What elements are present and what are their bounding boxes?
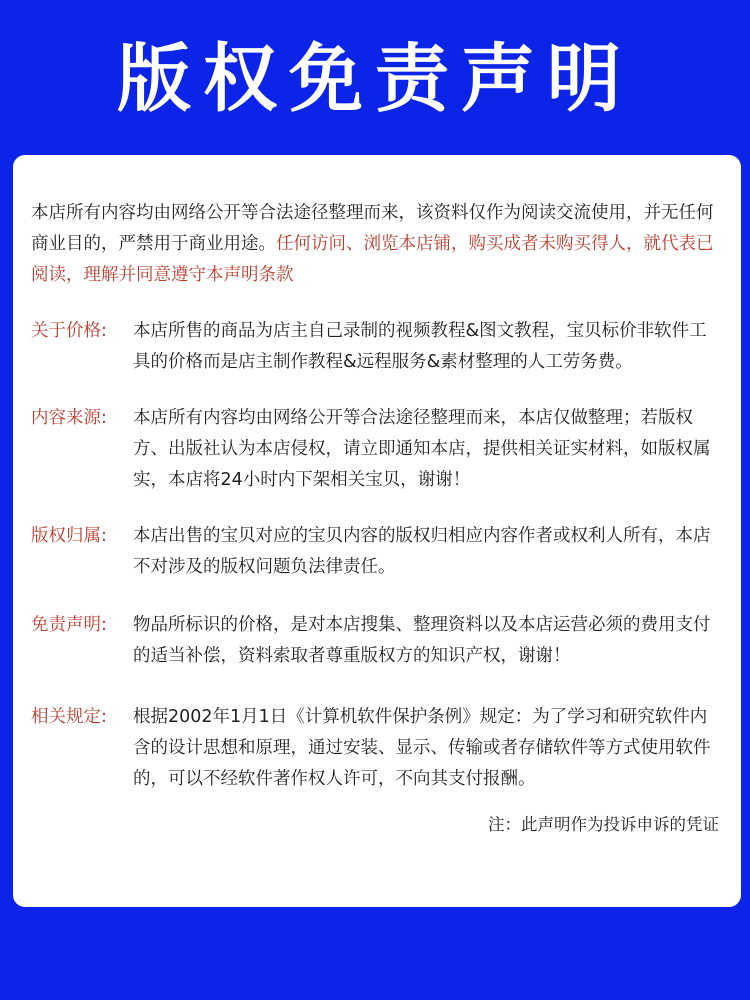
footnote: 注：此声明作为投诉申诉的凭证 bbox=[488, 815, 719, 834]
section-label: 内容来源: bbox=[31, 408, 107, 428]
intro-paragraph bbox=[31, 198, 721, 291]
section-label: 相关规定: bbox=[31, 707, 107, 727]
intro-text: 本店所有内容均由网络公开等合法途径整理而来，该资料仅作为阅读交流使用，并无任何商业目的，严禁用于商业用途。 bbox=[31, 203, 714, 254]
page-title: 版权免责声明 bbox=[117, 36, 633, 122]
intro-highlight-text: 任何访问、浏览本店铺，购买成者未购买得人，就代表已阅读，理解并同意遵守本声明条款 bbox=[31, 234, 714, 285]
section-label: 免责声明: bbox=[31, 615, 107, 635]
section-text: 本店所有内容均由网络公开等合法途径整理而来，本店仅做整理；若版权方、出版社认为本店侵权，请立即通知本店，提供相关证实材料，如版权属实，本店将24小时内下架相关宝贝，谢谢！ bbox=[133, 408, 711, 490]
section-text: 根据2002年1月1日《计算机软件保护条例》规定：为了学习和研究软件内含的设计思想和原理，通过安装、显示、传输或者存储软件等方式使用软件的，可以不经软件著作权人许可，不向其支付报酬。 bbox=[133, 707, 711, 789]
section-text: 本店所售的商品为店主自己录制的视频教程&图文教程，宝贝标价非软件工具的价格而是店主制作教程&远程服务&素材整理的人工劳务费。 bbox=[133, 321, 707, 372]
section-text: 本店出售的宝贝对应的宝贝内容的版权归相应内容作者或权利人所有，本店不对涉及的版权问题负法律责任。 bbox=[133, 526, 711, 577]
section-label: 关于价格: bbox=[31, 321, 107, 341]
section-label: 版权归属: bbox=[31, 526, 107, 546]
disclaimer-card bbox=[13, 155, 741, 907]
section-text: 物品所标识的价格，是对本店搜集、整理资料以及本店运营必须的费用支付的适当补偿，资料索取者尊重版权方的知识产权，谢谢！ bbox=[133, 615, 711, 666]
